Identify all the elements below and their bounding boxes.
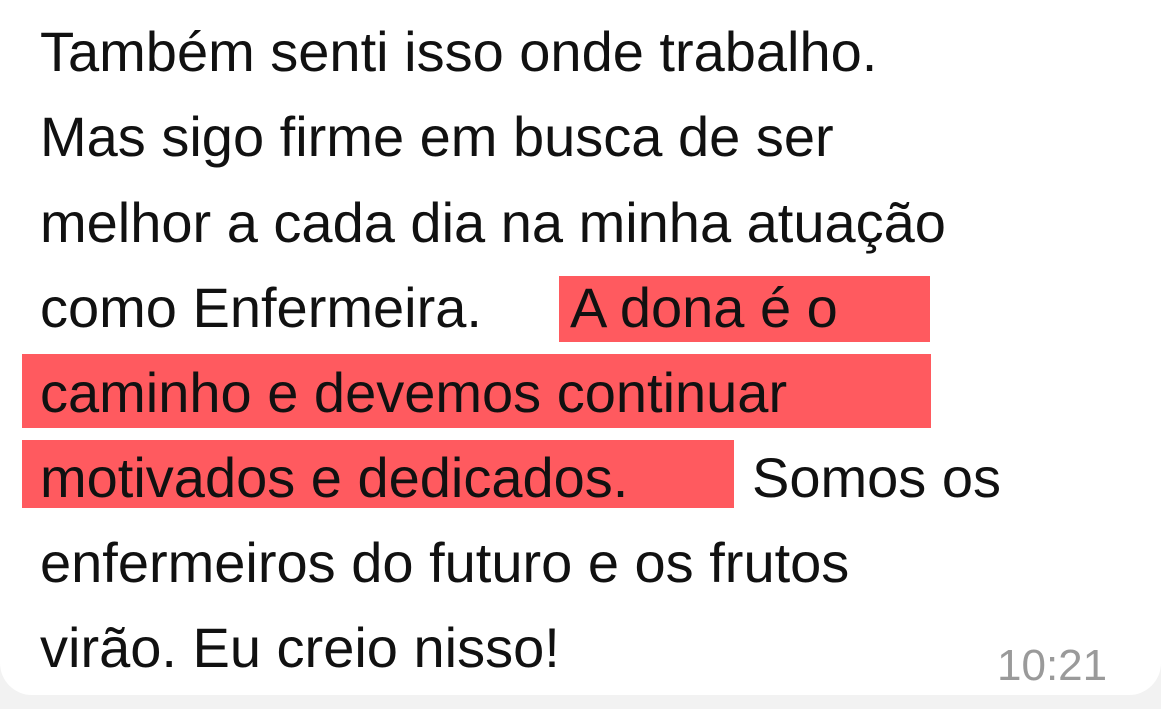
message-line-1-text: Também senti isso onde trabalho. — [40, 20, 878, 83]
message-line-8-text: virão. Eu creio nisso! — [40, 616, 560, 679]
highlighted-text: A dona é o — [570, 276, 838, 339]
highlighted-text: motivados e dedicados. — [40, 446, 629, 509]
message-line-7-text: enfermeiros do futuro e os frutos — [40, 531, 850, 594]
message-timestamp: 10:21 — [997, 641, 1108, 690]
message-line-3-text: melhor a cada dia na minha atuação — [40, 191, 946, 254]
message-line-6-text: Somos os — [752, 446, 1001, 509]
highlighted-text: caminho e devemos continuar — [40, 361, 788, 424]
message-line-4-text: como Enfermeira. — [40, 276, 482, 339]
message-line-2-text: Mas sigo firme em busca de ser — [40, 105, 834, 168]
